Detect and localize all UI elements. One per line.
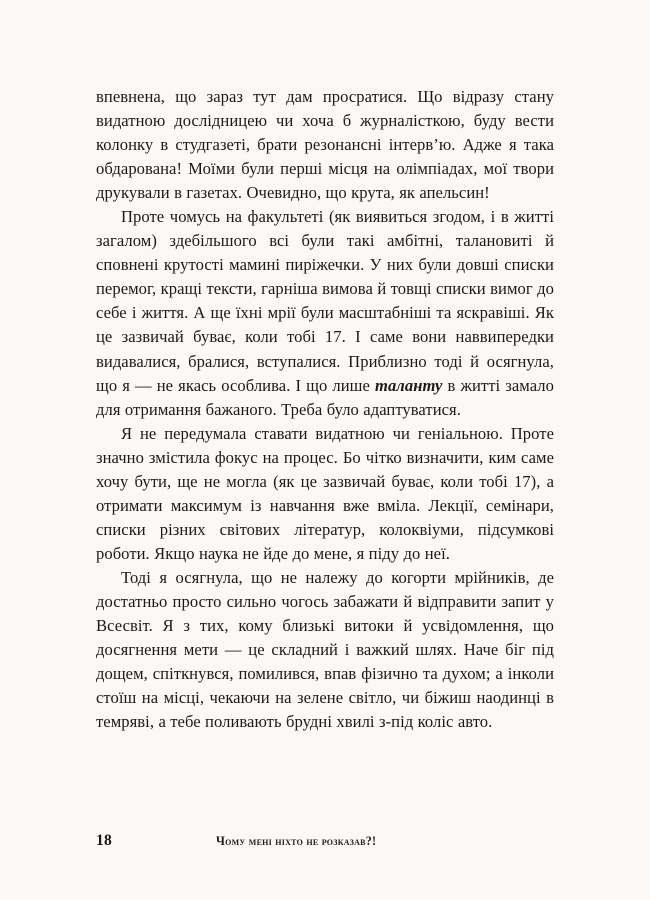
- paragraph-2-part-after-emphasis: в житті замало для отримання бажаного. Треба було адаптуватися.: [96, 375, 554, 419]
- paragraph-4: Тоді я осягнула, що не належу до когорти мрійників, де достатньо просто сильно чогось забажати й відправити запит у Всесвіт. Я з тих, кому близькі витоки й усвідомлення, що досягнення мети — це складний і важкий шлях. Наче біг під дощем, спіткнувся, помилився, впав фізично та духом; а інколи стоїш на місці, чекаючи на зелене світло, чи біжиш наодинці в темряві, а тебе поливають брудні хвилі з-під коліс авто.: [96, 567, 554, 732]
- page-footer: [96, 832, 554, 854]
- paragraph-2-part-before-emphasis: Проте чомусь на факультеті (як виявиться згодом, і в житті загалом) здебільшого всі були такі амбітні, талановиті й сповнені крутості мамині пиріжечки. У них були довші списки перемог, кращі тексти, гарніша вимова й товщі списки вимог до себе і життя. А ще їхні мрії були масштабніші та яскравіші. Як це зазвичай буває, коли тобі 17. І саме вони наввипередки видавалися, бралися, вступалися. Приблизно тоді й осягнула, що я — не якась особлива. І що лише: [96, 207, 554, 395]
- emphasized-term-talant: таланту: [374, 375, 443, 395]
- running-head-title: Чому мені ніхто не розказав?!: [216, 834, 377, 848]
- paragraph-3: Я не передумала ставати видатною чи геніальною. Проте значно змістила фокус на процес. Бо чітко визначити, ким саме хочу бути, ще не могла (як це зазвичай буває, коли тобі 17), а отримати максимум із навчання вже вміла. Лекції, семінари, списки різних світових літератур, колоквіуми, підсумкові роботи. Якщо наука не йде до мене, я піду до неї.: [96, 423, 554, 563]
- body-text-column: [96, 85, 554, 734]
- page-number: 18: [96, 832, 113, 849]
- paragraph-1: впевнена, що зараз тут дам просратися. Що відразу стану видатною дослідницею чи хоча б журналісткою, буду вести колонку в студгазеті, брати резонансні інтерв’ю. Адже я така обдарована! Моїми були перші місця на олімпіадах, мої твори друкували в газетах. Очевидно, що крута, як апельсин!: [96, 87, 554, 203]
- paragraph-2: [96, 205, 554, 421]
